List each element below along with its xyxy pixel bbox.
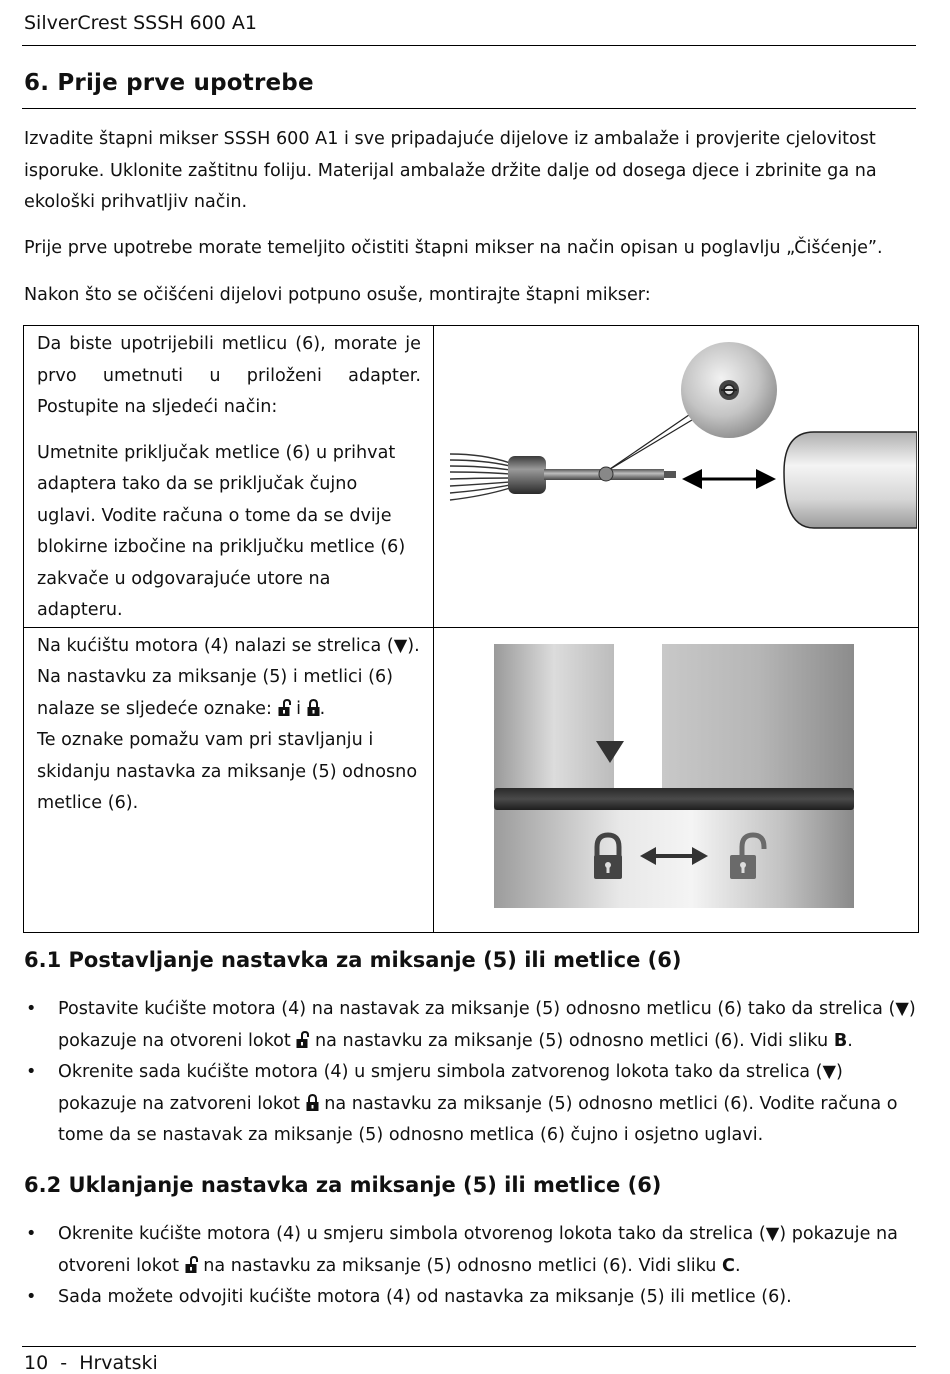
whisk-adapter-illustration [434,326,917,594]
whisk-wires [450,454,510,500]
figure-reference-b: B [833,1030,848,1051]
step-2-text-cell [24,627,434,932]
double-arrow-icon [682,469,776,489]
unlocked-padlock-icon [278,699,291,717]
list-item: • Okrenite kućište motora (4) u smjeru simbola otvorenog lokota tako da strelica (▼) pokazuje na otvoreni lokot na nastavku za miksanje (5) odnosno metlici (6). Vidi sliku C. [24,1219,916,1282]
unlocked-padlock-icon [296,1031,309,1049]
bullet-icon: • [26,1062,37,1082]
step-row-markers [24,627,919,932]
section-6-1-list [24,994,916,1152]
section-6-paragraph-3: Nakon što se očišćeni dijelovi potpuno osuše, montirajte štapni mikser: [24,285,651,305]
section-6-2-title: 6.2 Uklanjanje nastavka za miksanje (5) ili metlice (6) [24,1173,662,1197]
step-1-instruction-text: Umetnite priključak metlice (6) u prihvat adaptera tako da se priključak čujno uglavi. Vodite računa o tome da se dvije blokirne izbočine na priključku metlice (6) zakvače u odgovarajuće utore na adapteru. [37,442,406,620]
locked-padlock-icon [306,1094,319,1112]
step-1-intro-text: Da biste upotrijebili metlicu (6), morate je prvo umetnuti u priloženi adapter. Postupite na sljedeći način: [37,334,421,417]
adapter-body [784,432,917,528]
locked-padlock-icon [307,699,320,717]
step-2-line-4: Te oznake pomažu vam pri stavljanju i skidanju nastavka za miksanje (5) odnosno metlice (6). [37,730,418,813]
step-row-whisk-adapter [24,326,919,628]
step-2-figure-cell [434,627,919,932]
whisk-hub [508,456,546,494]
section-6-rule [22,108,916,109]
bullet-icon: • [26,999,37,1019]
list-item: • Sada možete odvojiti kućište motora (4) od nastavka za miksanje (5) ili metlice (6). [24,1282,916,1314]
motor-housing-left [494,644,614,789]
coupling-ring [494,788,854,810]
assembly-steps-table [23,325,919,933]
motor-housing-right [662,644,854,789]
section-6-title: 6. Prije prve upotrebe [24,70,314,96]
step-1-text-cell [24,326,434,628]
section-6-2-list [24,1219,916,1314]
section-6-1-title: 6.1 Postavljanje nastavka za miksanje (5) ili metlice (6) [24,948,682,972]
step-1-figure-cell [434,326,919,628]
unlocked-padlock-icon [185,1256,198,1274]
step-2-line-3: nalaze se sljedeće oznake: i . [37,698,326,719]
figure-reference-c: C [722,1255,735,1276]
section-6-paragraph-1: Izvadite štapni mikser SSSH 600 A1 i sve pripadajuće dijelove iz ambalaže i provjerite cjelovitost isporuke. Uklonite zaštitnu foliju. Materijal ambalaže držite dalje od dosega djece i zbrinite ga na ekološki prihvatljiv način. [24,129,877,212]
header-rule [22,45,916,46]
step-2-line-1: Na kućištu motora (4) nalazi se strelica (▼). [37,635,420,656]
motor-housing-marker-illustration [434,628,917,928]
footer-rule [22,1346,916,1347]
bullet-icon: • [26,1287,37,1307]
list-item: • Postavite kućište motora (4) na nastavak za miksanje (5) odnosno metlicu (6) tako da strelica (▼) pokazuje na otvoreni lokot na nastavku za miksanje (5) odnosno metlici (6). Vidi sliku B. [24,994,916,1057]
footer-page-label: 10 - Hrvatski [24,1352,158,1374]
list-item: • Okrenite sada kućište motora (4) u smjeru simbola zatvorenog lokota tako da strelica (▼) pokazuje na zatvoreni lokot na nastavku za miksanje (5) odnosno metlici (6). Vodite računa o tome da se nastavak za miksanje (5) odnosno metlica (6) čujno i osjetno uglavi. [24,1057,916,1152]
section-6-paragraph-2: Prije prve upotrebe morate temeljito očistiti štapni mikser na način opisan u poglavlju „Čišćenje”. [24,238,883,258]
step-2-line-2: Na nastavku za miksanje (5) i metlici (6) [37,667,394,687]
header-product: SilverCrest SSSH 600 A1 [24,12,258,34]
bullet-icon: • [26,1224,37,1244]
